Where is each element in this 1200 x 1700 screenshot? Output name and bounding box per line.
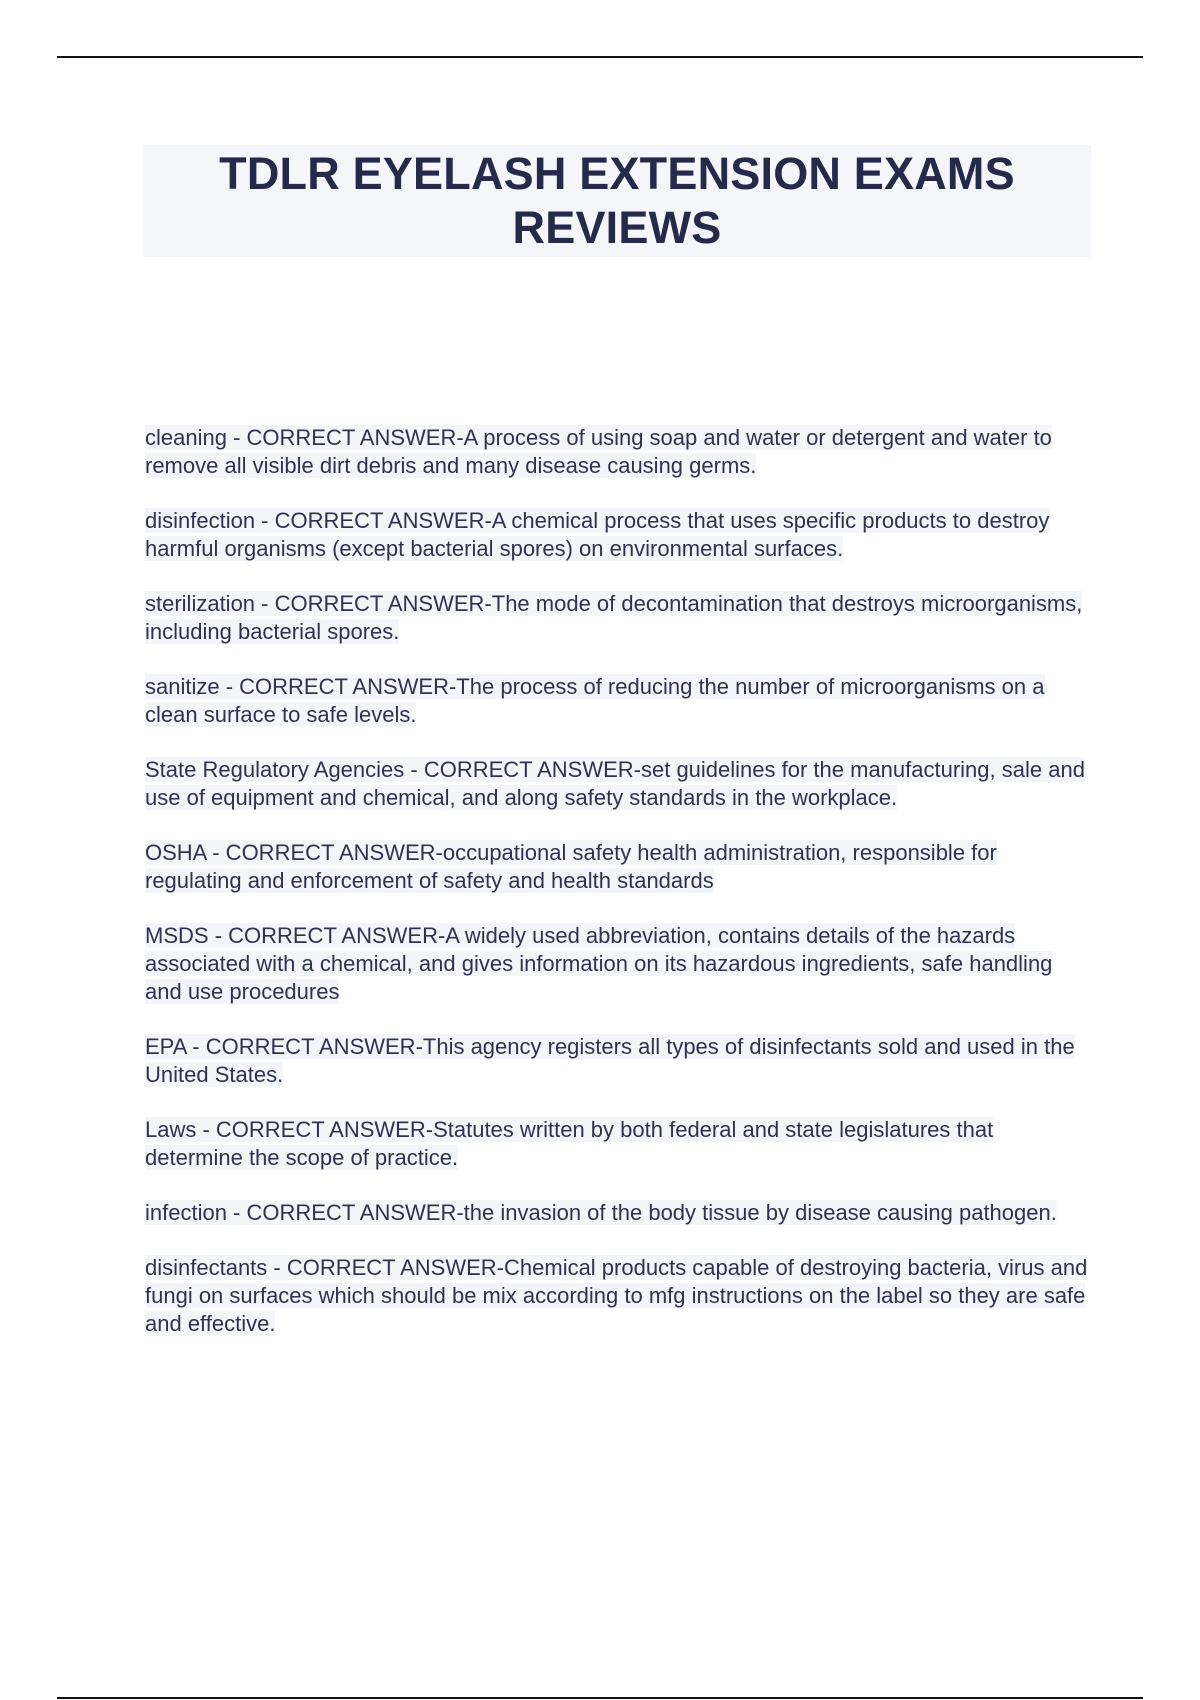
entry-msds: [145, 922, 1095, 1006]
entry-text: cleaning - CORRECT ANSWER-A process of using soap and water or detergent and water to remove all visible dirt debris and many disease causing germs.: [145, 425, 1052, 478]
entry-state-regulatory-agencies: [145, 756, 1095, 812]
page-title: TDLR EYELASH EXTENSION EXAMS REVIEWS: [219, 148, 1015, 253]
entry-cleaning: [145, 424, 1095, 480]
entry-sanitize: [145, 673, 1095, 729]
entry-text: infection - CORRECT ANSWER-the invasion of the body tissue by disease causing pathogen.: [145, 1200, 1057, 1225]
entry-disinfectants: [145, 1254, 1095, 1338]
entry-infection: [145, 1199, 1095, 1227]
bottom-divider: [57, 1697, 1143, 1699]
entry-disinfection: [145, 507, 1095, 563]
entry-text: sterilization - CORRECT ANSWER-The mode of decontamination that destroys microorganisms, including bacterial spores.: [145, 591, 1083, 644]
entry-laws: [145, 1116, 1095, 1172]
entry-text: State Regulatory Agencies - CORRECT ANSWER-set guidelines for the manufacturing, sale and use of equipment and chemical, and along safety standards in the workplace.: [145, 757, 1085, 810]
entry-text: OSHA - CORRECT ANSWER-occupational safety health administration, responsible for regulating and enforcement of safety and health standards: [145, 840, 997, 893]
entry-sterilization: [145, 590, 1095, 646]
entry-epa: [145, 1033, 1095, 1089]
entry-text: sanitize - CORRECT ANSWER-The process of reducing the number of microorganisms on a clean surface to safe levels.: [145, 674, 1045, 727]
entry-text: Laws - CORRECT ANSWER-Statutes written by both federal and state legislatures that determine the scope of practice.: [145, 1117, 994, 1170]
entry-text: EPA - CORRECT ANSWER-This agency registers all types of disinfectants sold and used in the United States.: [145, 1034, 1075, 1087]
entry-list: [145, 424, 1095, 1365]
entry-text: disinfectants - CORRECT ANSWER-Chemical products capable of destroying bacteria, virus and fungi on surfaces which should be mix according to mfg instructions on the label so they are safe and effective.: [145, 1255, 1088, 1336]
top-divider: [57, 56, 1143, 58]
title-banner: [143, 145, 1091, 257]
entry-text: disinfection - CORRECT ANSWER-A chemical process that uses specific products to destroy harmful organisms (except bacterial spores) on environmental surfaces.: [145, 508, 1050, 561]
entry-osha: [145, 839, 1095, 895]
entry-text: MSDS - CORRECT ANSWER-A widely used abbreviation, contains details of the hazards associated with a chemical, and gives information on its hazardous ingredients, safe handling and use procedures: [145, 923, 1053, 1004]
